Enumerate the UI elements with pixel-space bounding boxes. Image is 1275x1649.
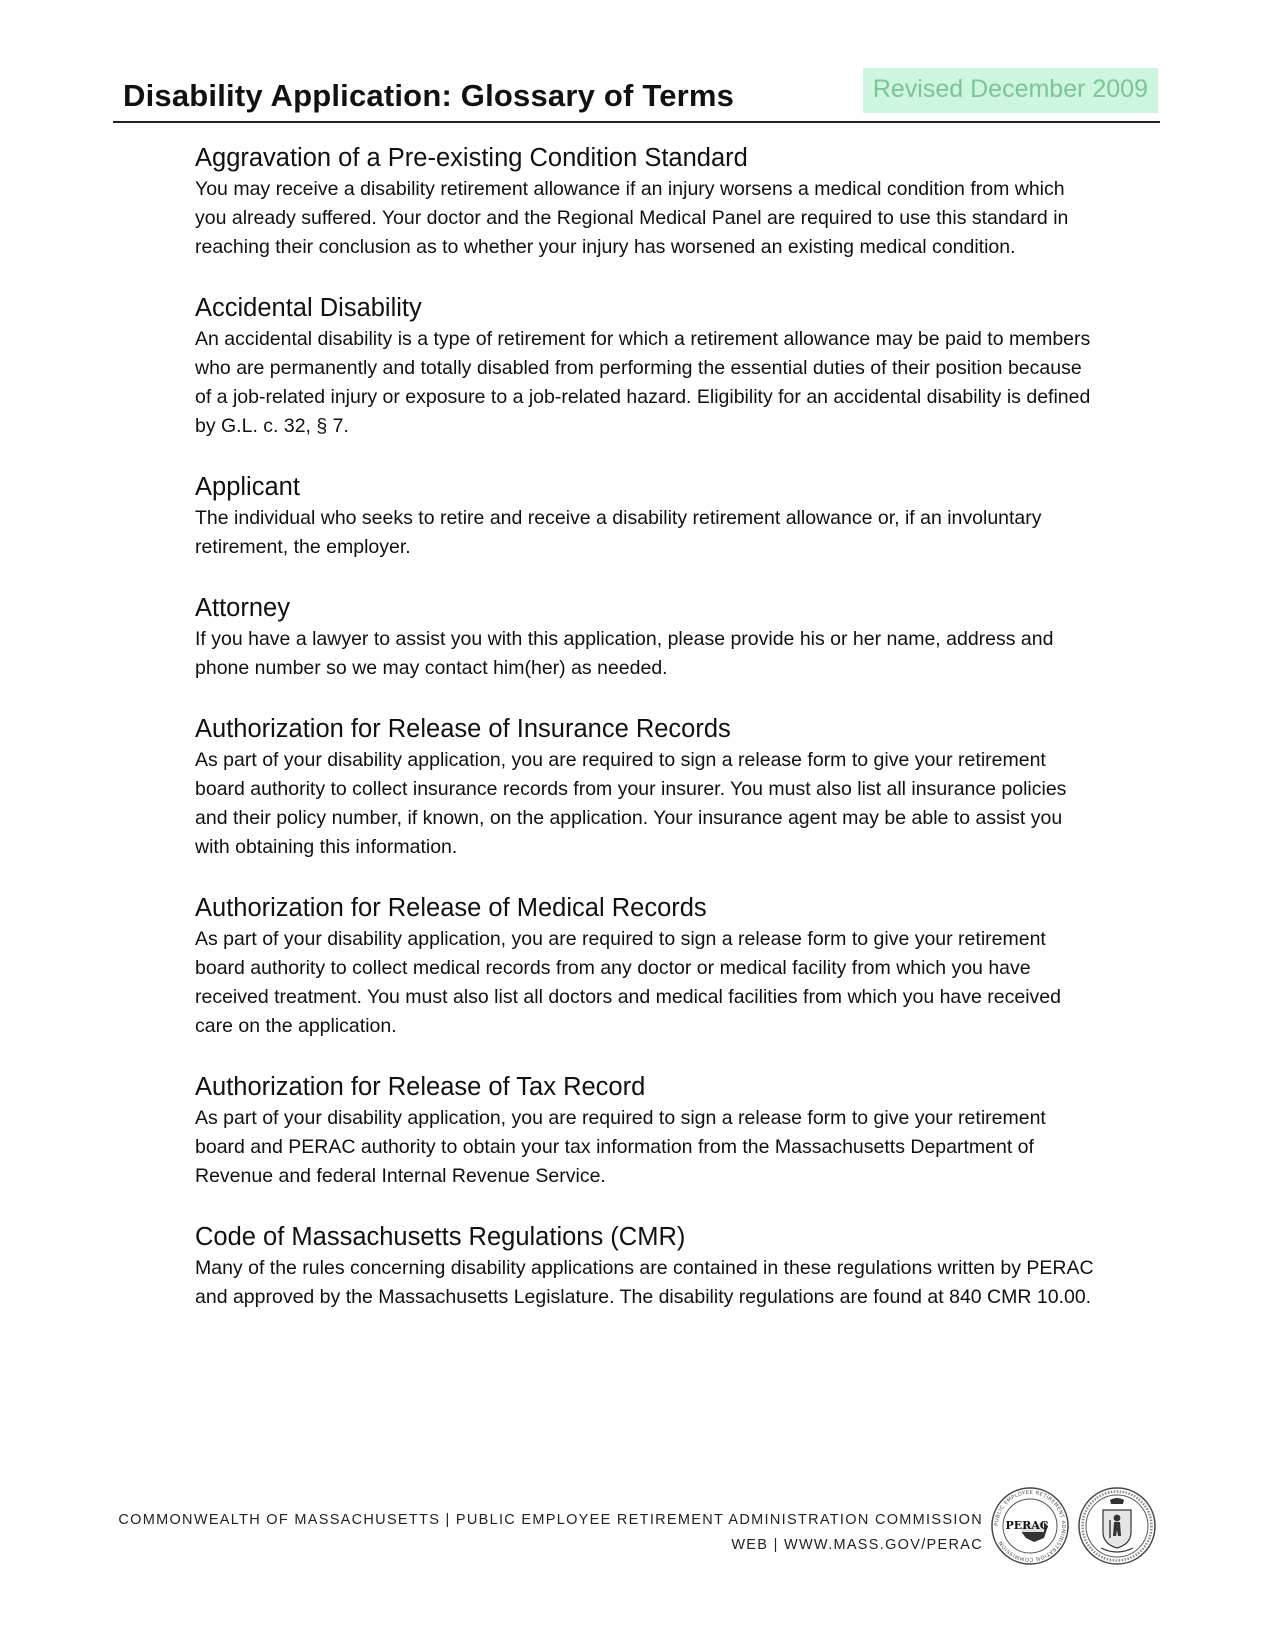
glossary-term: Applicant — [195, 473, 300, 501]
glossary-term: Code of Massachusetts Regulations (CMR) — [195, 1223, 686, 1251]
glossary-term: Accidental Disability — [195, 294, 422, 322]
perac-seal-icon — [990, 1486, 1070, 1571]
glossary-entry — [195, 141, 1095, 262]
glossary-term: Authorization for Release of Medical Records — [195, 894, 707, 922]
glossary-entry — [195, 1070, 1095, 1191]
glossary-term: Authorization for Release of Insurance Records — [195, 715, 731, 743]
glossary-term: Attorney — [195, 594, 290, 622]
glossary-entry — [195, 891, 1095, 1041]
footer-organization: COMMONWEALTH OF MASSACHUSETTS | PUBLIC EMPLOYEE RETIREMENT ADMINISTRATION COMMISSION — [118, 1512, 983, 1528]
glossary-definition: An accidental disability is a type of retirement for which a retirement allowance may be paid to members who are permanently and totally disabled from performing the essential duties of their position because of a job-related injury or exposure to a job-related hazard. Eligibility for an accidental disability is defined by G.L. c. 32, § 7. — [195, 328, 1091, 437]
glossary-definition: The individual who seeks to retire and receive a disability retirement allowance or, if an involuntary retirement, the employer. — [195, 507, 1042, 558]
glossary-term: Aggravation of a Pre-existing Condition Standard — [195, 144, 748, 172]
perac-ring-text: PUBLIC EMPLOYEE RETIREMENT ADMINISTRATION COMMISSION — [993, 1489, 1067, 1563]
footer-web-link: WEB | WWW.MASS.GOV/PERAC — [731, 1537, 983, 1553]
glossary-list — [195, 141, 1095, 1341]
perac-logo-text: PERAC — [1005, 1519, 1049, 1532]
glossary-definition: If you have a lawyer to assist you with this application, please provide his or her name, address and phone number so we may contact him(her) as needed. — [195, 628, 1054, 679]
revision-badge: Revised December 2009 — [863, 68, 1158, 113]
page-header — [113, 68, 1160, 123]
glossary-entry — [195, 712, 1095, 862]
massachusetts-seal-icon — [1077, 1486, 1157, 1571]
glossary-definition: You may receive a disability retirement allowance if an injury worsens a medical condition from which you already suffered. Your doctor and the Regional Medical Panel are required to use this standard in reaching their conclusion as to whether your injury has worsened an existing medical condition. — [195, 178, 1069, 258]
glossary-definition: As part of your disability application, you are required to sign a release form to give your retirement board authority to collect medical records from any doctor or medical facility from which you have received treatment. You must also list all doctors and medical facilities from which you have received care on the application. — [195, 928, 1061, 1037]
page-footer — [113, 1508, 983, 1558]
glossary-entry — [195, 1220, 1095, 1312]
document-title: Disability Application: Glossary of Terms — [123, 78, 735, 113]
glossary-definition: As part of your disability application, you are required to sign a release form to give your retirement board authority to collect insurance records from your insurer. You must also list all insurance policies and their policy number, if known, on the application. Your insurance agent may be able to assist you with obtaining this information. — [195, 749, 1067, 858]
glossary-entry — [195, 591, 1095, 683]
glossary-term: Authorization for Release of Tax Record — [195, 1073, 646, 1101]
glossary-entry — [195, 291, 1095, 441]
glossary-definition: As part of your disability application, you are required to sign a release form to give your retirement board and PERAC authority to obtain your tax information from the Massachusetts Department of Revenue and federal Internal Revenue Service. — [195, 1107, 1046, 1187]
glossary-definition: Many of the rules concerning disability applications are contained in these regulations written by PERAC and approved by the Massachusetts Legislature. The disability regulations are found at 840 CMR 10.00. — [195, 1257, 1094, 1308]
glossary-entry — [195, 470, 1095, 562]
